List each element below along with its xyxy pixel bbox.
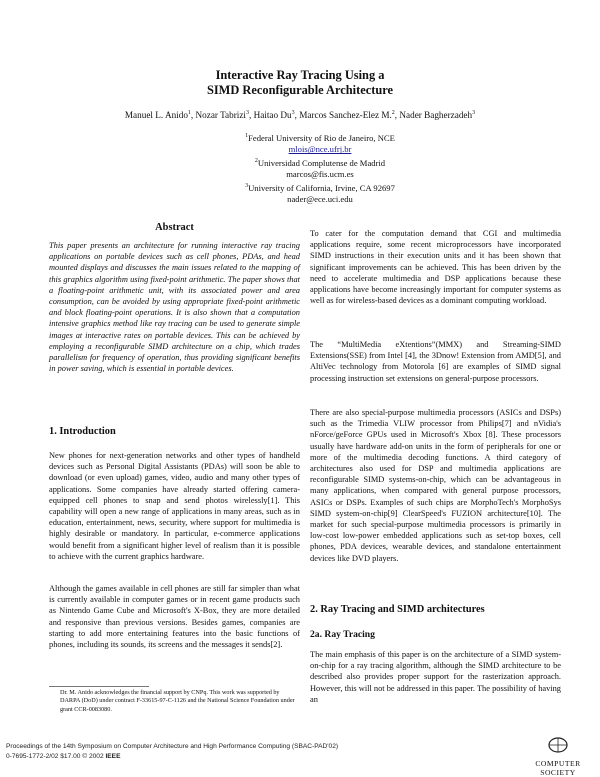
author-affil-sup: 3 (291, 110, 295, 116)
title-line-2: SIMD Reconfigurable Architecture (206, 83, 394, 97)
email-3: nader@ece.uci.edu (287, 194, 353, 205)
author-name: Manuel L. Anido (124, 110, 188, 121)
affiliation-3: University of California, Irvine, CA 92697 (248, 182, 395, 193)
affil-sup: 3 (245, 182, 249, 189)
ieee-label: IEEE (105, 752, 121, 760)
author-affil-sup: 2 (391, 110, 395, 116)
affiliations (150, 131, 490, 206)
affil-sup: 1 (245, 133, 249, 139)
footnote: Dr. M. Anido acknowledges the financial support by CNPq. This work was supported by DARPA (DoD) under contract F-33615-97-C-1126 and the National Science Foundation under grant CCR-0083080. (60, 689, 295, 713)
paragraph: There are also special-purpose multimedia processors (ASICs and DSPs) such as the Trimedia VLIW processor from Philips[7] and nVidia's nForce/geForce GPUs used in Microsoft's Xbox [8]. These processors usually have hardware add-on units in the form of peripherals for one or more of the multimedia decoding functions. A third category of architectures also used for DSP and multimedia applications are reconfigurable SIMD systems-on-chip, which can be advantageous in many applications, when compared with general purpose processors, ASICs or DSPs. Examples of such chips are MorphoTech's MorphoSys SIMD system-on-chip[9] ClearSpeed's FUZION architecture[10]. The market for such special-purpose multimedia processors is primarily in low-cost low-power embedded applications such as set-top boxes, cell phones, PDA devices, wearable devices, and standalone entertainment devices like DVD players. (310, 408, 561, 563)
logo-line-1: COMPUTER (535, 759, 581, 768)
author-affil-sup: 3 (245, 110, 249, 116)
right-paragraph-4 (310, 649, 561, 705)
paragraph: New phones for next-generation networks and other types of handheld devices such as Personal Digital Assistants (PDAs) will soon be able to download (or even upload) games, video, audio and many other types of applications. Some companies have already started offering camera-equipped cell phones to snap and send photos wirelessly[1]. This capability will open a new range of applications in many areas, such as in education, entertainment, news, security, where support for multimedia is highly desirable or mandatory. In particular, e-commerce applications would benefit from a significant higher level of realism than it is possible to achieve with the current graphics hardware. (49, 451, 300, 561)
paragraph: The main emphasis of this paper is on the architecture of a SIMD system-on-chip for a ray tracing algorithm, although the SIMD architecture to be described also provides proper support for the rasterization approach. However, this will not be addressed in this paper. The possibility of having an (310, 650, 561, 704)
section-1-heading: 1. Introduction (49, 426, 116, 437)
author-name: Haitao Du (253, 110, 292, 121)
paragraph: Although the games available in cell phones are still far simpler than what is currently available in computer games or in recent game products such as Nintendo Game Cube and Microsoft's X-Box, they are more detailed and responsive than previous versions. Besides games, companies are starting to add more entertaining features into the basic functions of phones, including its sounds, its screens and the messages it sends[2]. (49, 584, 300, 650)
footer-line-2: 0-7695-1772-2/02 $17.00 © 2002 (6, 752, 106, 760)
footnote-divider (49, 686, 149, 687)
paper-title (0, 68, 600, 98)
email-2: marcos@fis.ucm.es (286, 169, 354, 180)
affiliation-2: Universidad Complutense de Madrid (257, 157, 386, 168)
right-paragraph-2 (310, 339, 561, 384)
paragraph: The “MultiMedia eXtentions”(MMX) and Streaming-SIMD Extensions(SSE) from Intel [4], the 3Dnow! Extension from AMD[5], and AltiVec technology from Motorola [6] are examples of SIMD signal processing instruction set extensions on general-purpose processors. (310, 340, 561, 383)
intro-paragraph-2 (49, 583, 300, 650)
society-emblem-icon (522, 736, 594, 754)
section-2-heading: 2. Ray Tracing and SIMD architectures (310, 604, 485, 615)
title-line-1: Interactive Ray Tracing Using a (215, 68, 385, 82)
abstract-paragraph: This paper presents an architecture for running interactive ray tracing applications on portable devices such as cell phones, PDAs, and head mounted displays and discusses the main issues related to the mapping of this graphics algorithm using fixed-point arithmetic. The paper shows that a floating-point arithmetic unit, with its associated power and area consumption, can be avoided by using appropriate fixed-point arithmetic and block floating-point operations. It is also shown that a computation intensive graphics method like ray tracing can be used to generate simple images at interactive rates on portable devices. This can be achieved by employing a reconfigurable SIMD architecture on a chip, which trades parallelism for frequency of operation, thus providing significant benefits in power saving, which is essential in portable devices. (49, 241, 300, 374)
right-paragraph-1 (310, 228, 561, 306)
author-affil-sup: 1 (187, 110, 191, 116)
paragraph: To cater for the computation demand that CGI and multimedia applications require, some recent microprocessors have incorporated SIMD instructions in their execution units and it has been shown that significant improvements can be achieved. This has been driven by the need to accelerate multimedia and DSP applications because these applications have become increasingly important for computer systems as well as for wireless-based devices as a dominant computing workload. (310, 229, 561, 306)
computer-society-logo (522, 736, 594, 777)
footer-line-1: Proceedings of the 14th Symposium on Computer Architecture and High Performance Computing (SBAC-PAD'02) (6, 743, 339, 750)
author-name: Nozar Tabrizi (195, 110, 246, 121)
affil-sup: 2 (254, 157, 258, 164)
author-affil-sup: 3 (472, 110, 476, 116)
author-list: Manuel L. Anido$^1$, Nozar Tabrizi$^3$, Haitao Du$^3$, Marcos Sanchez-Elez M.$^2$, Nader Bagherzadeh$^3$ (124, 110, 476, 121)
section-2a-heading: 2a. Ray Tracing (310, 629, 375, 640)
abstract-text (49, 240, 300, 374)
right-paragraph-3 (310, 407, 561, 564)
intro-paragraph-1 (49, 450, 300, 562)
author-name: Marcos Sanchez-Elez M. (299, 110, 392, 121)
author-name: Nader Bagherzadeh (399, 110, 473, 121)
logo-line-2: SOCIETY (540, 768, 576, 777)
proceedings-footer (6, 742, 338, 761)
affiliation-1: Federal University of Rio de Janeiro, NCE (248, 132, 395, 143)
abstract-heading: Abstract (155, 222, 194, 233)
email-link-1[interactable]: mlois@nce.ufrj.br (288, 144, 352, 155)
